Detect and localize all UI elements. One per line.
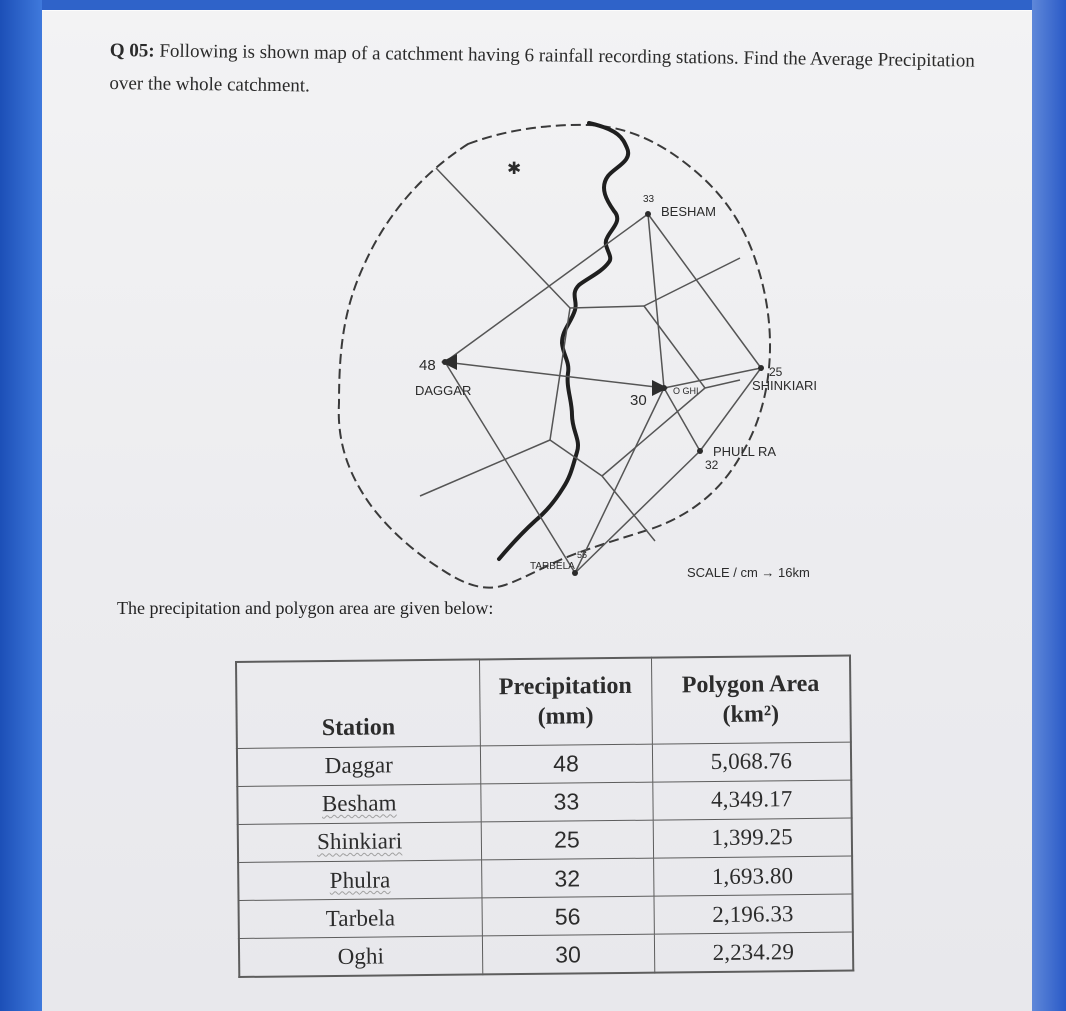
polygon-edge-3 [644,258,740,306]
polygon-edge-9 [550,440,602,476]
station-label-tarbela: TARBELA [530,561,575,572]
precipitation-cell: 33 [480,782,652,822]
station-dot-shinkiari [758,365,764,371]
triangle-line-4 [445,362,664,388]
table-row-tarbela [239,894,853,939]
table-intro: The precipitation and polygon area are given below: [117,598,494,618]
catchment-map [300,118,818,603]
precipitation-header: Precipitation (mm) [479,658,652,746]
triangle-line-10 [575,451,700,573]
area-cell: 5,068.76 [652,742,851,782]
triangle-line-3 [648,214,664,388]
right-monitor-frame [1032,0,1066,1011]
precipitation-cell: 48 [480,744,652,784]
station-label-oghi: O GHI [673,386,699,396]
polygon-edge-2 [570,306,644,308]
table-row-daggar [237,742,851,787]
station-dot-besham [645,211,651,217]
river-line [499,123,628,559]
document-page [42,10,1032,1011]
polygon-edge-5 [705,380,740,388]
question-body: Following is shown map of a catchment having 6 rainfall recording stations. Find the Average Precipitation over the whole catchment. [109,40,975,97]
question-text [109,34,1010,111]
polygon-edge-8 [420,440,550,496]
question-label: Q 05: [109,39,155,62]
table-row-phulra [238,856,852,901]
station-label-shinkiari: SHINKIARI [752,378,818,393]
station-cell: Oghi [239,936,482,977]
polygon-edge-1 [436,168,570,308]
station-label-tarbela-value: 56 [577,550,588,560]
station-label-oghi-value: 30 [630,392,647,409]
station-cell: Daggar [237,745,480,786]
table-row-besham [237,780,851,825]
station-cell: Besham [237,784,480,825]
station-label-shinkiari-value: 25 [769,365,783,379]
station-cell: Shinkiari [238,822,481,863]
station-label-daggar: DAGGAR [415,383,472,398]
station-label-besham-value: 33 [643,194,655,205]
area-cell: 2,196.33 [653,894,852,934]
catchment-boundary [339,125,770,588]
station-label-daggar-value: 48 [419,357,436,374]
polygon-edge-10 [602,476,655,541]
area-cell: 1,693.80 [653,856,852,896]
polygon-edge-4 [644,306,705,388]
left-monitor-frame [0,0,42,1011]
catchment-map-svg [300,118,818,603]
station-cell: Phulra [238,860,481,901]
precipitation-table [235,655,854,978]
precipitation-cell: 56 [481,896,653,936]
station-dot-phulra [697,448,703,454]
table-row-shinkiari [238,818,852,863]
triangle-line-6 [664,368,761,388]
station-label-phulra-value: 32 [705,458,719,472]
station-cell: Tarbela [239,898,482,939]
triangle-line-2 [648,214,761,368]
area-cell: 1,399.25 [653,818,852,858]
area-cell: 2,234.29 [654,932,853,972]
area-cell: 4,349.17 [652,780,851,820]
table-header-row [236,656,851,748]
precipitation-cell: 32 [481,858,653,898]
table-row-oghi [239,932,853,977]
triangle-line-9 [575,388,664,573]
precipitation-cell: 25 [481,820,653,860]
scale-label: SCALE / cm → 16km [687,565,810,580]
station-label-besham: BESHAM [661,204,716,219]
polygon-area-header: Polygon Area (km²) [651,656,851,744]
triangle-line-1 [445,214,648,362]
precipitation-cell: 30 [482,934,654,974]
station-label-phulra: PHULL RA [713,444,777,459]
station-header: Station [236,659,480,748]
map-marker-star: ✱ [507,159,522,178]
